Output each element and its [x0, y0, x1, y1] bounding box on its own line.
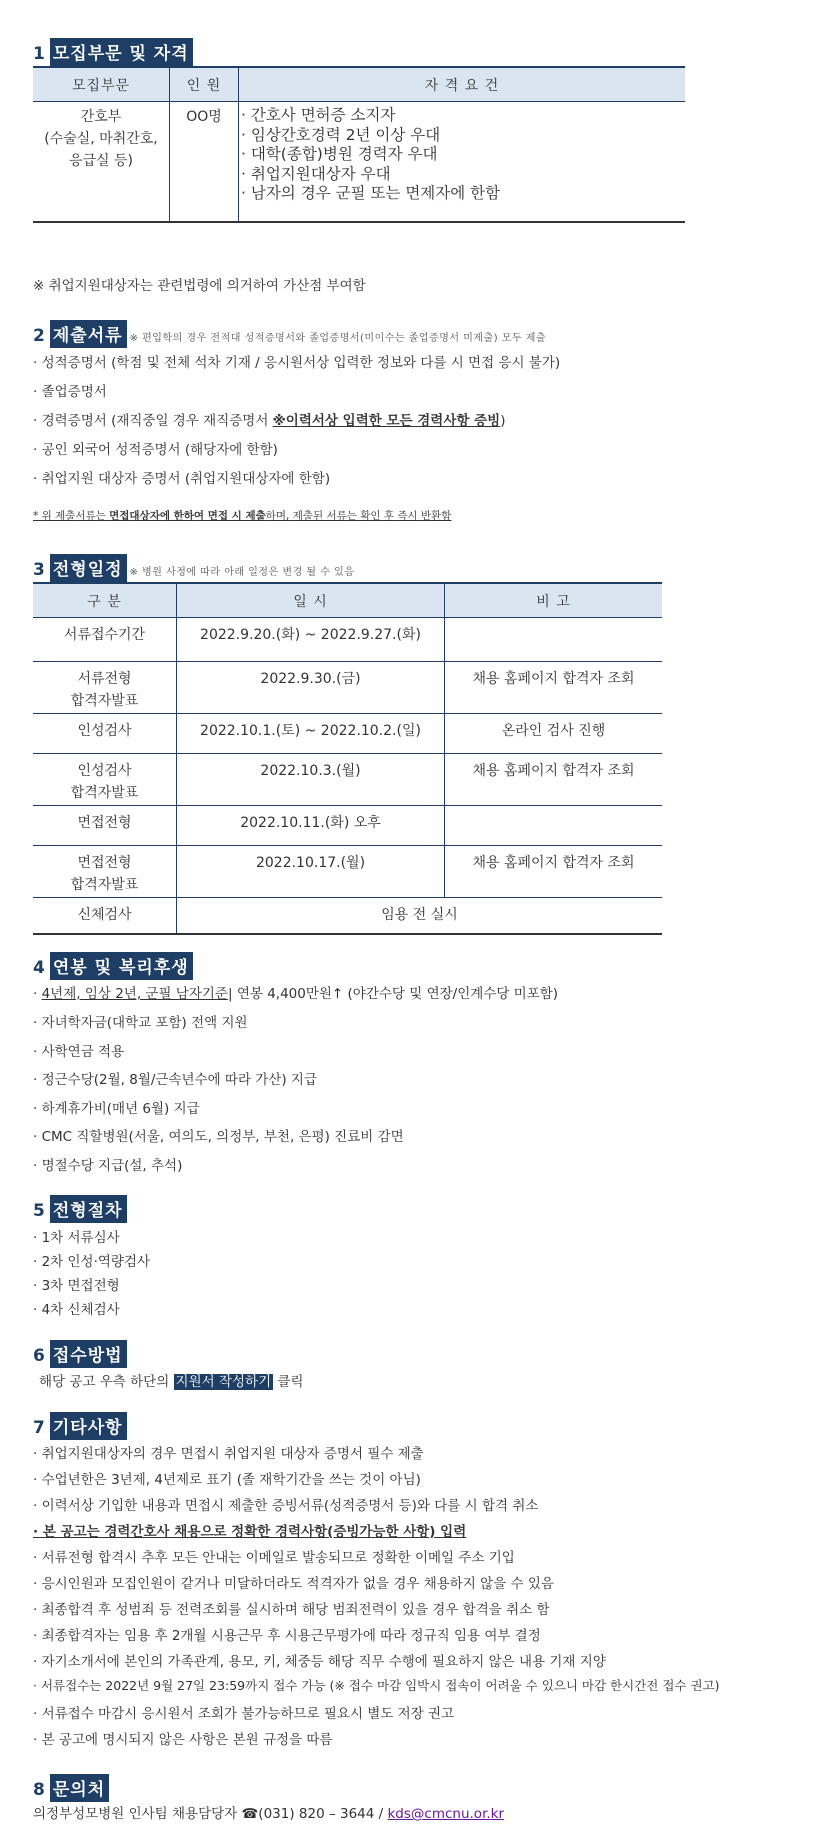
- benefit-item: · 자녀학자금(대학교 포함) 전액 지원: [33, 1015, 248, 1031]
- process-item: · 2차 인성·역량검사: [33, 1254, 151, 1270]
- process-item: · 3차 면접전형: [33, 1278, 120, 1294]
- benefit-item: · 4년제, 임상 2년, 군필 남자기준| 연봉 4,400만원↑ (야간수당 및 연장/인계수당 미포함): [33, 986, 559, 1002]
- qualification-table: [33, 66, 685, 223]
- header-type: 구 분: [33, 583, 177, 618]
- reqs-cell: · 간호사 면허증 소지자 · 임상간호경력 2년 이상 우대 · 대학(종합)병원 경력자 우대 · 취업지원대상자 우대 · 남자의 경우 군필 또는 면제자에 한함: [239, 102, 686, 222]
- apply-button-label: 지원서 작성하기: [175, 1374, 272, 1390]
- benefit-item: · CMC 직할병원(서울, 여의도, 의정부, 부천, 은평) 진료비 감면: [33, 1129, 404, 1145]
- table-row: 면접전형 2022.10.11.(화) 오후: [33, 806, 662, 846]
- benefit-item: · 정근수당(2월, 8월/근속년수에 따라 가산) 지급: [33, 1072, 317, 1088]
- section-7-title: 7 기타사항: [33, 1412, 127, 1440]
- misc-item: · 최종합격자는 임용 후 2개월 시용근무 후 시용근무평가에 따라 정규직 임용 여부 결정: [33, 1628, 541, 1644]
- misc-item: · 취업지원대상자의 경우 면접시 취업지원 대상자 증명서 필수 제출: [33, 1446, 424, 1462]
- table-row: 인성검사 합격자발표 2022.10.3.(월) 채용 홈페이지 합격자 조회: [33, 754, 662, 806]
- misc-item: · 응시인원과 모집인원이 같거나 미달하더라도 적격자가 없을 경우 채용하지 않을 수 있음: [33, 1576, 554, 1592]
- bonus-note: ※ 취업지원대상자는 관련법령에 의거하여 가산점 부여함: [33, 278, 366, 294]
- table-row: 서류전형 합격자발표 2022.9.30.(금) 채용 홈페이지 합격자 조회: [33, 662, 662, 714]
- process-item: · 4차 신체검사: [33, 1302, 120, 1318]
- table-row: 신체검사 임용 전 실시: [33, 898, 662, 934]
- misc-item: · 본 공고는 경력간호사 채용으로 정확한 경력사항(증빙가능한 사항) 입력: [33, 1524, 467, 1540]
- count-cell: OO명: [170, 102, 239, 222]
- doc-item: · 취업지원 대상자 증명서 (취업지원대상자에 한함): [33, 471, 331, 487]
- misc-item: · 이력서상 기입한 내용과 면접시 제출한 증빙서류(성적증명서 등)와 다를 시 합격 취소: [33, 1498, 539, 1514]
- dept-cell: 간호부 (수술실, 마취간호, 응급실 등): [33, 102, 170, 222]
- benefit-item: · 사학연금 적용: [33, 1044, 125, 1060]
- misc-item: · 서류접수 마감시 응시원서 조회가 불가능하므로 필요시 별도 저장 권고: [33, 1706, 455, 1722]
- section-4-title: 4 연봉 및 복리후생: [33, 952, 193, 980]
- doc-item: · 졸업증명서: [33, 384, 107, 400]
- section-1-title: 1 모집부문 및 자격: [33, 38, 193, 66]
- benefit-item: · 하계휴가비(매년 6월) 지급: [33, 1101, 200, 1117]
- apply-method: 해당 공고 우측 하단의 지원서 작성하기 클릭: [39, 1374, 304, 1390]
- process-item: · 1차 서류심사: [33, 1230, 120, 1246]
- table-row: 서류접수기간 2022.9.20.(화) ~ 2022.9.27.(화): [33, 618, 662, 662]
- misc-item: · 본 공고에 명시되지 않은 사항은 본원 규정을 따름: [33, 1732, 333, 1748]
- misc-item: · 수업년한은 3년제, 4년제로 표기 (졸 재학기간을 쓰는 것이 아님): [33, 1472, 421, 1488]
- header-date: 일 시: [177, 583, 445, 618]
- table-row: 인성검사 2022.10.1.(토) ~ 2022.10.2.(일) 온라인 검사 진행: [33, 714, 662, 754]
- schedule-table: [33, 582, 662, 935]
- benefit-item: · 명절수당 지급(설, 추석): [33, 1158, 183, 1174]
- misc-item: · 서류접수는 2022년 9월 27일 23:59까지 접수 가능 (※ 접수 마감 임박시 접속이 어려울 수 있으니 마감 한시간전 접수 권고): [33, 1678, 720, 1693]
- contact-line: 의정부성모병원 인사팀 채용담당자 ☎(031) 820 – 3644 / kds@cmcnu.or.kr: [33, 1806, 505, 1822]
- header-remark: 비 고: [445, 583, 663, 618]
- header-reqs: 자 격 요 건: [239, 67, 686, 102]
- section-8-title: 8 문의처: [33, 1774, 109, 1802]
- doc-item: · 공인 외국어 성적증명서 (해당자에 한함): [33, 442, 278, 458]
- section-5-title: 5 전형절차: [33, 1195, 127, 1223]
- misc-item: · 자기소개서에 본인의 가족관계, 용모, 키, 체중등 해당 직무 수행에 필요하지 않은 내용 기재 지양: [33, 1654, 606, 1670]
- email-link[interactable]: kds@cmcnu.or.kr: [387, 1806, 505, 1822]
- table-row: 면접전형 합격자발표 2022.10.17.(월) 채용 홈페이지 합격자 조회: [33, 846, 662, 898]
- header-dept: 모집부문: [33, 67, 170, 102]
- misc-item: · 서류전형 합격시 추후 모든 안내는 이메일로 발송되므로 정확한 이메일 주소 기입: [33, 1550, 515, 1566]
- doc-item: · 경력증명서 (재직중일 경우 재직증명서 ※이력서상 입력한 모든 경력사항 증빙): [33, 413, 506, 429]
- section-3-title: 3 전형일정 ※ 병원 사정에 따라 아래 일정은 변경 될 수 있음: [33, 554, 354, 582]
- doc-footnote: * 위 제출서류는 면접대상자에 한하여 면접 시 제출하며, 제출된 서류는 확인 후 즉시 반환함: [33, 510, 452, 522]
- header-count: 인 원: [170, 67, 239, 102]
- section-6-title: 6 접수방법: [33, 1340, 127, 1368]
- section-2-title: 2 제출서류 ※ 편입학의 경우 전적대 성적증명서와 졸업증명서(미이수는 졸업증명서 미제출) 모두 제출: [33, 320, 546, 348]
- doc-item: · 성적증명서 (학점 및 전체 석차 기재 / 응시원서상 입력한 정보와 다를 시 면접 응시 불가): [33, 355, 561, 371]
- misc-item: · 최종합격 후 성범죄 등 전력조회를 실시하며 해당 범죄전력이 있을 경우 합격을 취소 함: [33, 1602, 550, 1618]
